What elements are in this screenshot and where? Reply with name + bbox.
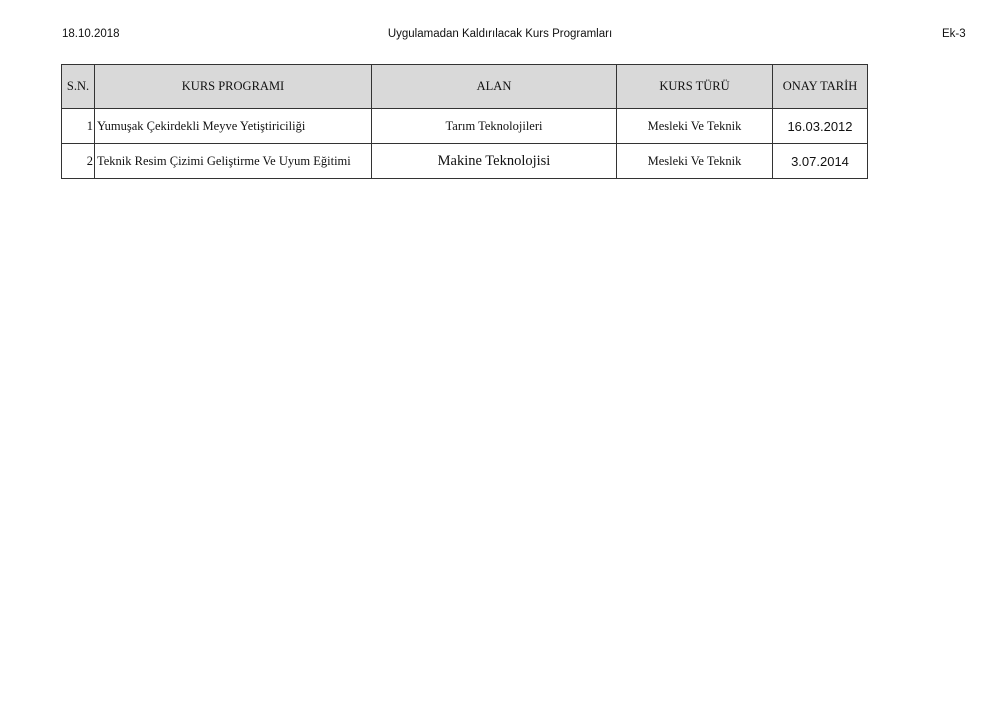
column-header-onay: ONAY TARİH [773, 65, 868, 109]
cell-onay: 16.03.2012 [773, 109, 868, 144]
table-row [62, 109, 868, 144]
header-date: 18.10.2018 [62, 28, 120, 40]
cell-sn: 2 [62, 144, 95, 179]
cell-alan: Tarım Teknolojileri [372, 109, 617, 144]
cell-tur: Mesleki Ve Teknik [617, 109, 773, 144]
cell-sn: 1 [62, 109, 95, 144]
column-header-sn: S.N. [62, 65, 95, 109]
page-title: Uygulamadan Kaldırılacak Kurs Programları [387, 28, 613, 40]
cell-program: Teknik Resim Çizimi Geliştirme Ve Uyum Eğitimi [95, 144, 372, 179]
course-programs-table [61, 64, 868, 179]
cell-tur: Mesleki Ve Teknik [617, 144, 773, 179]
annex-label: Ek-3 [942, 28, 966, 40]
table-header-row [62, 65, 868, 109]
column-header-program: KURS PROGRAMI [95, 65, 372, 109]
cell-alan: Makine Teknolojisi [372, 144, 617, 179]
table-row [62, 144, 868, 179]
cell-onay: 3.07.2014 [773, 144, 868, 179]
column-header-tur: KURS TÜRÜ [617, 65, 773, 109]
cell-program: Yumuşak Çekirdekli Meyve Yetiştiriciliği [95, 109, 372, 144]
column-header-alan: ALAN [372, 65, 617, 109]
